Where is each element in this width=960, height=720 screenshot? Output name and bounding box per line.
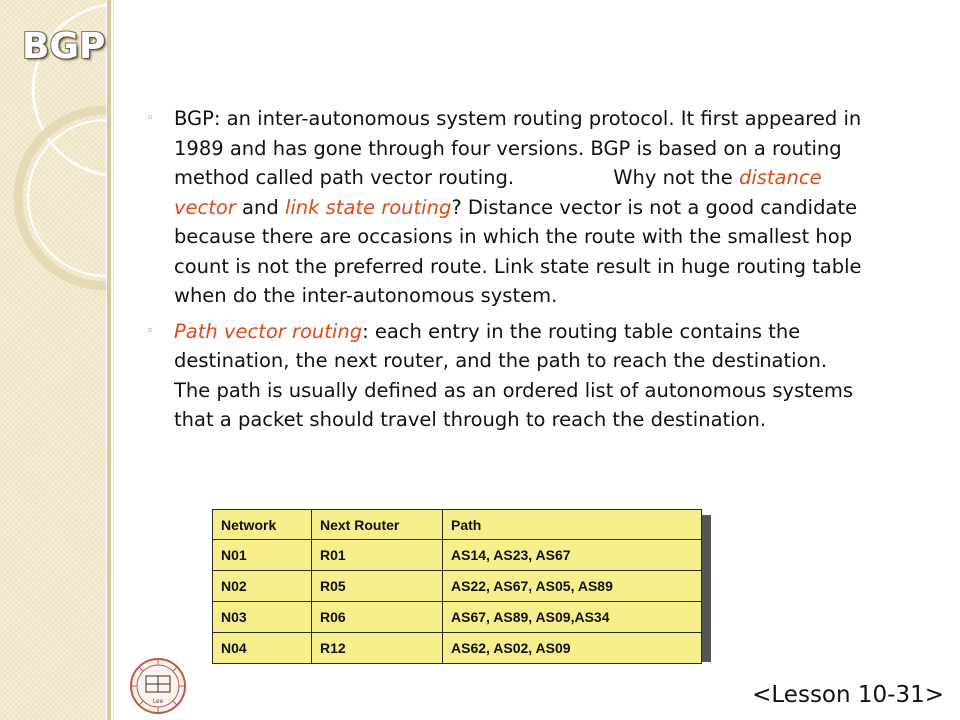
university-seal-icon	[128, 656, 188, 716]
table-cell: R06	[312, 602, 443, 633]
table-row	[213, 540, 702, 571]
bullet-item	[146, 317, 866, 435]
table-cell: AS62, AS02, AS09	[443, 633, 702, 664]
table-row	[213, 602, 702, 633]
table-row	[213, 633, 702, 664]
table-cell: R12	[312, 633, 443, 664]
bullet-text: ? Distance vector is not a good candidate because there are occasions in which the route with the smallest hop count is not the preferred route. Link state result in huge routing table when do the inter-autonomous system.	[174, 195, 862, 307]
column-header: Path	[443, 510, 702, 540]
highlight-term: Path vector routing	[174, 319, 363, 343]
table-cell: R01	[312, 540, 443, 571]
table-cell: AS22, AS67, AS05, AS89	[443, 571, 702, 602]
bullet-item	[146, 104, 866, 311]
column-header: Network	[213, 510, 312, 540]
band-divider-thin	[113, 0, 114, 720]
bullet-marker-icon: ◦	[146, 323, 154, 339]
table-cell: AS67, AS89, AS09,AS34	[443, 602, 702, 633]
table-cell: N01	[213, 540, 312, 571]
column-header: Next Router	[312, 510, 443, 540]
decorative-arcs	[0, 0, 160, 720]
lesson-footer: <Lesson 10-31>	[752, 682, 944, 708]
seal-text: Lee	[152, 698, 164, 705]
bullet-text: and	[235, 195, 285, 219]
band-divider	[107, 0, 111, 720]
table-cell: AS14, AS23, AS67	[443, 540, 702, 571]
bullet-list	[146, 104, 866, 441]
slide-title: BGP	[22, 26, 106, 67]
table-cell: R05	[312, 571, 443, 602]
bullet-marker-icon: ◦	[146, 111, 154, 126]
highlight-term: link state routing	[284, 195, 452, 219]
table-cell: N02	[213, 571, 312, 602]
table-cell: N03	[213, 602, 312, 633]
bullet-text: : each entry in the routing table contains the destination, the next router, and the path to reach the destination. The path is usually defined as an ordered list of autonomous systems that a packet should travel through to reach the destination.	[174, 319, 854, 431]
table-cell: N04	[213, 633, 312, 664]
highlight-term: distance vector	[174, 166, 822, 219]
table-row	[213, 571, 702, 602]
routing-table	[212, 509, 702, 664]
table-header-row	[213, 510, 702, 540]
bullet-text: BGP: an inter-autonomous system routing protocol. It first appeared in 1989 and has gone through four versions. BGP is based on a routing method called path vector routing. Why not the	[174, 107, 868, 189]
